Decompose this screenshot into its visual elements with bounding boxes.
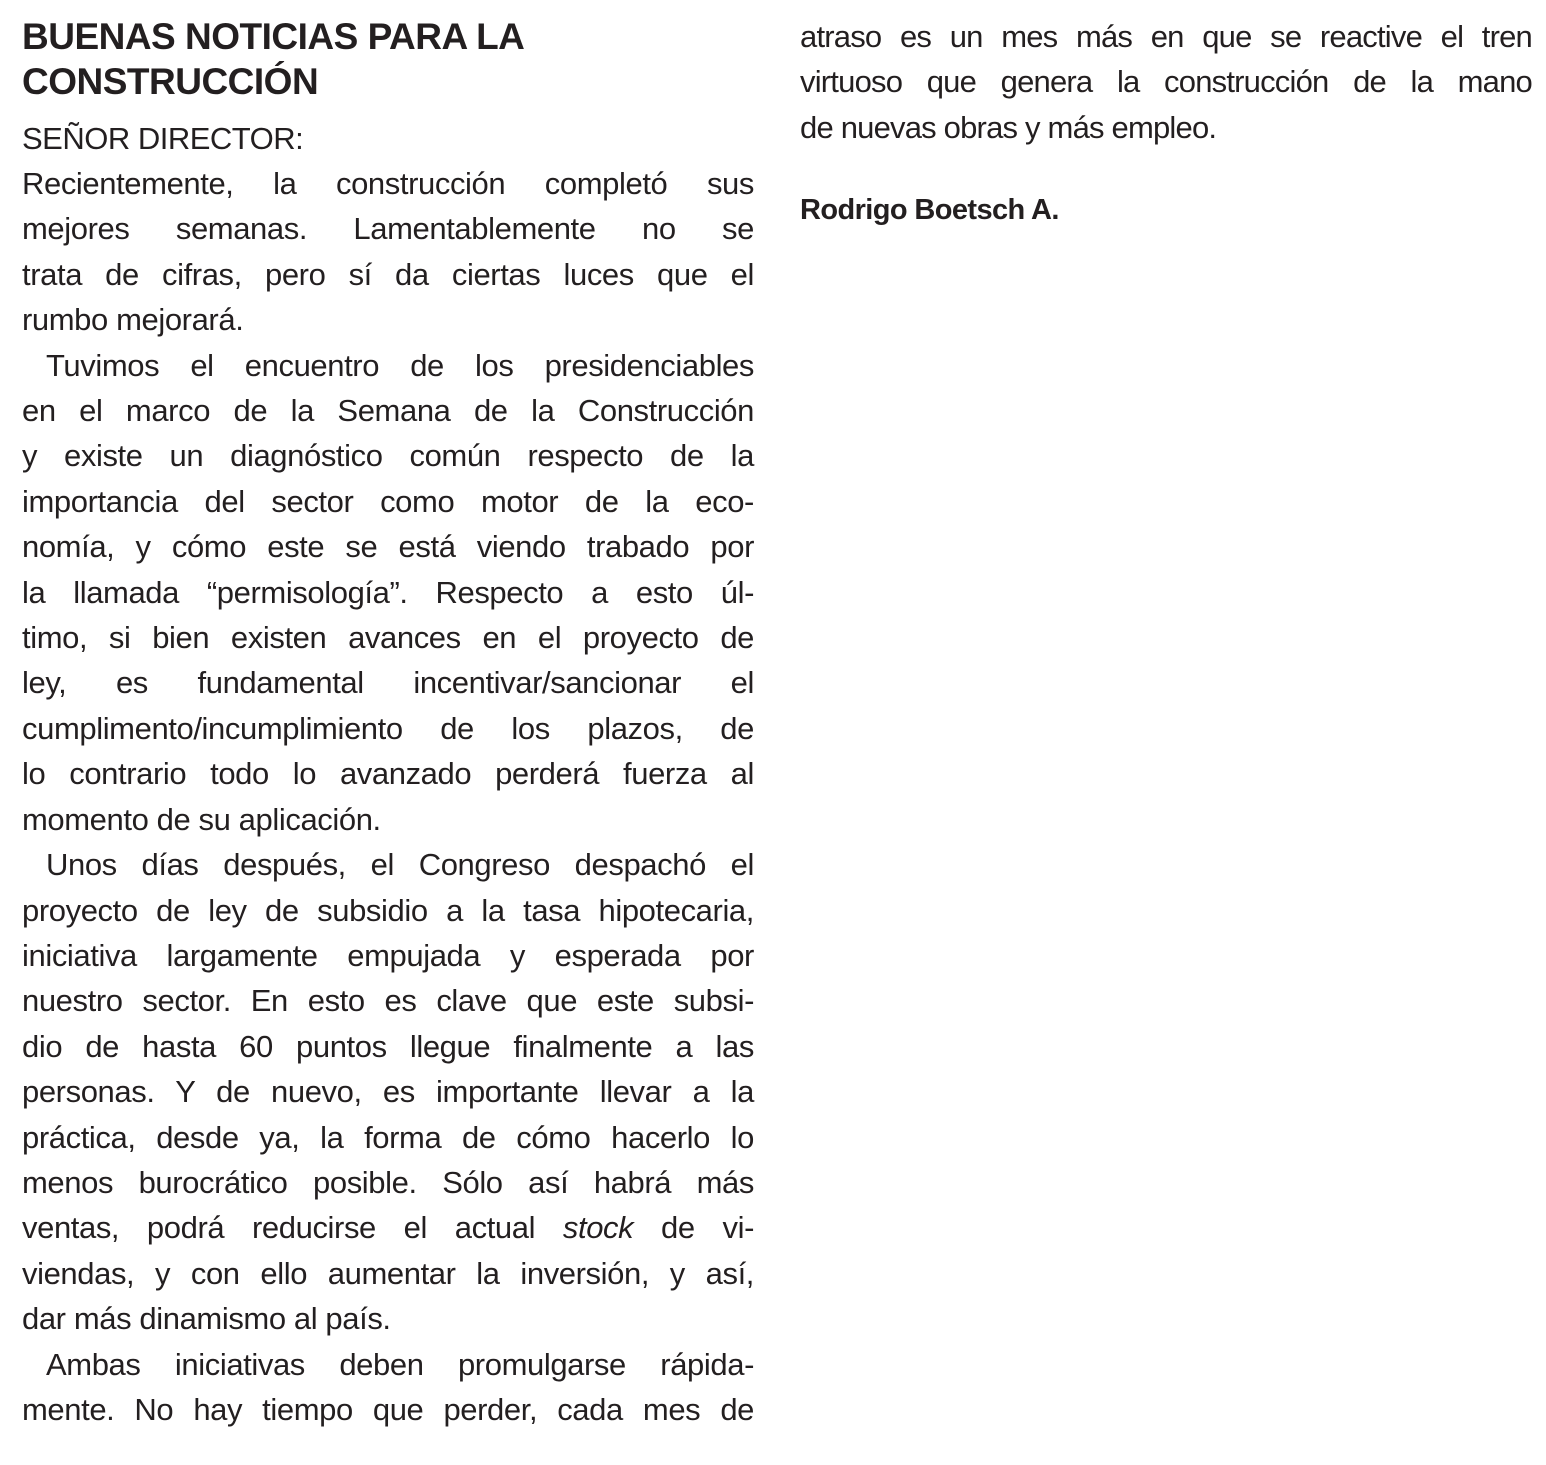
paragraph-2 xyxy=(22,343,754,842)
paragraph-4 xyxy=(22,1342,754,1433)
text-line: personas. Y de nuevo, es importante llevar a la xyxy=(22,1074,754,1110)
text-line: ley, es fundamental incentivar/sancionar el xyxy=(22,665,754,701)
text-line: nomía, y cómo este se está viendo trabado por xyxy=(22,529,754,565)
text-line: dio de hasta 60 puntos llegue finalmente a las xyxy=(22,1028,754,1064)
headline xyxy=(22,14,754,104)
text-line: Tuvimos el encuentro de los presidenciables xyxy=(46,347,754,383)
text-line: timo, si bien existen avances en el proyecto de xyxy=(22,620,754,656)
text-fragment: de vi- xyxy=(633,1210,755,1246)
text-line: atraso es un mes más en que se reactive el tren xyxy=(800,19,1532,54)
paragraph-3 xyxy=(22,842,754,1341)
text-line-stock xyxy=(22,1205,754,1250)
text-line: mente. No hay tiempo que perder, cada mes de xyxy=(22,1391,754,1427)
text-line: práctica, desde ya, la forma de cómo hacerlo lo xyxy=(22,1119,754,1155)
text-fragment: ventas, podrá reducirse el actual xyxy=(22,1210,563,1246)
text-line: Unos días después, el Congreso despachó el xyxy=(46,847,754,883)
text-line: lo contrario todo lo avanzado perderá fuerza al xyxy=(22,756,754,792)
right-column xyxy=(800,14,1532,230)
text-line: Ambas iniciativas deben promulgarse rápida- xyxy=(46,1346,754,1382)
paragraph-4-continued xyxy=(800,14,1532,150)
paragraph-1 xyxy=(22,161,754,343)
text-line: trata de cifras, pero sí da ciertas luces que el xyxy=(22,256,754,292)
left-column xyxy=(22,14,754,1432)
text-line: momento de su aplicación. xyxy=(22,801,381,837)
text-line: importancia del sector como motor de la eco- xyxy=(22,483,754,519)
signature: Rodrigo Boetsch A. xyxy=(800,194,1059,227)
text-line: iniciativa largamente empujada y esperada por xyxy=(22,937,754,973)
text-line: y existe un diagnóstico común respecto de la xyxy=(22,438,754,474)
text-line: virtuoso que genera la construcción de la mano xyxy=(800,64,1532,100)
text-line: proyecto de ley de subsidio a la tasa hipotecaria, xyxy=(22,892,754,928)
text-line: Recientemente, la construcción completó sus xyxy=(22,166,754,201)
text-line: en el marco de la Semana de la Construcción xyxy=(22,393,754,429)
text-line: mejores semanas. Lamentablemente no se xyxy=(22,211,754,247)
text-line: dar más dinamismo al país. xyxy=(22,1301,391,1337)
text-line: rumbo mejorará. xyxy=(22,302,244,338)
headline-line-1: BUENAS NOTICIAS PARA LA xyxy=(22,16,525,57)
headline-line-2: CONSTRUCCIÓN xyxy=(22,61,319,102)
salutation: SEÑOR DIRECTOR: xyxy=(22,121,304,156)
text-line: la llamada “permisología”. Respecto a esto úl- xyxy=(22,574,754,610)
italic-word-stock: stock xyxy=(562,1210,634,1246)
text-line: nuestro sector. En esto es clave que este subsi- xyxy=(22,983,754,1019)
text-line: de nuevas obras y más empleo. xyxy=(800,109,1217,145)
text-line: cumplimento/incumplimiento de los plazos, de xyxy=(22,710,754,746)
text-line: viendas, y con ello aumentar la inversión, y así, xyxy=(22,1255,754,1291)
text-line: menos burocrático posible. Sólo así habrá más xyxy=(22,1164,754,1200)
